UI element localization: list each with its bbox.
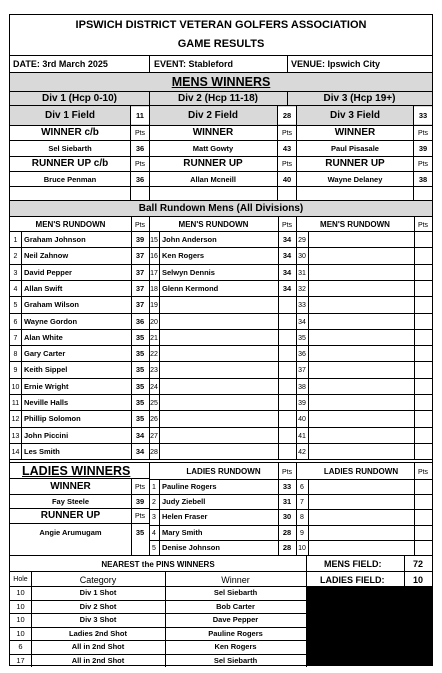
rundown-position: 22	[150, 351, 158, 358]
ladies-player-name: Pauline Rogers	[162, 482, 217, 491]
rundown-player-pts: 34	[282, 235, 292, 244]
rundown-player-name: John Piccini	[24, 431, 69, 440]
ladies-position: 3	[152, 514, 156, 521]
div1-winner-pts: 36	[135, 144, 145, 153]
div3-field-count: 33	[418, 111, 428, 120]
ladies-position: 6	[300, 484, 304, 491]
pin-hole: 10	[16, 629, 25, 638]
ladies-rundown2-header: LADIES RUNDOWN	[323, 467, 399, 476]
row-divider	[10, 264, 432, 265]
div2-field-label: Div 2 Field	[187, 110, 238, 121]
div1-winner-name: Sel Siebarth	[48, 144, 92, 153]
row-divider	[10, 427, 432, 428]
pin-winner: Sel Siebarth	[213, 656, 258, 665]
rundown-position: 10	[11, 384, 20, 391]
div1-pts-label: Pts	[134, 130, 146, 137]
rundown-position: 20	[150, 319, 158, 326]
div2-winner-pts: 43	[282, 144, 292, 153]
rundown-position: 26	[150, 416, 158, 423]
venue-text: VENUE: Ipswich City	[291, 59, 381, 69]
pin-winner: Ken Rogers	[214, 642, 257, 651]
div1-runner-pts: 36	[135, 175, 145, 184]
div3-runner-label: RUNNER UP	[325, 158, 385, 169]
rundown-position: 30	[298, 253, 306, 260]
row-divider	[10, 361, 432, 362]
row-divider	[10, 329, 432, 330]
div2-runner-pts-label: Pts	[281, 161, 293, 168]
div2-winner-label: WINNER	[192, 127, 234, 138]
div1-heading: Div 1 (Hcp 0-10)	[41, 93, 118, 104]
div2-field-count: 28	[282, 111, 292, 120]
row-divider	[10, 443, 432, 444]
rundown-position: 34	[298, 319, 306, 326]
div1-runner-label: RUNNER UP c/b	[31, 158, 109, 169]
pin-category: Div 1 Shot	[79, 588, 117, 597]
row-divider	[10, 410, 432, 411]
rundown-position: 7	[13, 335, 18, 342]
rundown-player-name: Graham Johnson	[24, 235, 86, 244]
rundown-position: 28	[150, 449, 158, 456]
row-divider	[10, 600, 306, 601]
rundown-position: 19	[150, 302, 158, 309]
pin-winner: Pauline Rogers	[208, 629, 263, 638]
div2-pts-label: Pts	[281, 130, 293, 137]
winner-header: Winner	[221, 575, 250, 585]
rundown-position: 37	[298, 367, 306, 374]
rundown-player-pts: 35	[135, 414, 145, 423]
rundown-player-pts: 39	[135, 235, 145, 244]
ladies-winner-name: Fay Steele	[51, 497, 90, 506]
ladies-position: 5	[152, 545, 156, 552]
row-divider	[10, 654, 306, 655]
rundown-position: 32	[298, 286, 306, 293]
rundown-col2-header: MEN'S RUNDOWN	[178, 220, 249, 229]
rundown-position: 38	[298, 384, 306, 391]
rundown-player-name: Phillip Solomon	[24, 414, 81, 423]
rundown-player-pts: 37	[135, 300, 145, 309]
rundown-position: 1	[13, 237, 18, 244]
ladies-field-value: 10	[412, 575, 423, 585]
rundown-player-pts: 35	[135, 382, 145, 391]
pin-winner: Dave Pepper	[212, 615, 259, 624]
ball-rundown-title: Ball Rundown Mens (All Divisions)	[138, 203, 304, 214]
div3-runner-name: Wayne Delaney	[327, 175, 383, 184]
rundown-position: 4	[13, 286, 18, 293]
rundown-position: 33	[298, 302, 306, 309]
pin-category: Div 2 Shot	[79, 602, 117, 611]
rundown-position: 25	[150, 400, 158, 407]
div1-field-label: Div 1 Field	[44, 110, 95, 121]
rundown-position: 3	[13, 270, 18, 277]
results-sheet	[9, 14, 433, 666]
div1-winner-label: WINNER c/b	[41, 127, 99, 138]
rundown-position: 40	[298, 416, 306, 423]
div3-winner-pts: 39	[418, 144, 428, 153]
pin-category: Div 3 Shot	[79, 615, 117, 624]
ladies-runner-label: RUNNER UP	[40, 510, 101, 521]
ladies-position: 7	[300, 499, 304, 506]
rundown-position: 13	[11, 433, 20, 440]
rundown-position: 16	[150, 253, 158, 260]
ladies-runner-pts-label: Pts	[134, 513, 146, 520]
rundown-player-pts: 36	[135, 317, 145, 326]
rundown-position: 42	[298, 449, 306, 456]
rundown-position: 6	[13, 319, 18, 326]
row-divider	[10, 313, 432, 314]
rundown-col3-pts-header: Pts	[417, 222, 429, 229]
rundown-player-name: Ken Rogers	[162, 251, 205, 260]
rundown-player-name: Graham Wilson	[24, 300, 79, 309]
rundown-position: 35	[298, 335, 306, 342]
div3-winner-label: WINNER	[334, 127, 376, 138]
div1-runner-pts-label: Pts	[134, 161, 146, 168]
div1-runner-name: Bruce Penman	[43, 175, 97, 184]
date-text: DATE: 3rd March 2025	[13, 59, 108, 69]
ladies-player-pts: 30	[282, 512, 292, 521]
rundown-player-name: David Pepper	[24, 268, 72, 277]
rundown-col1-header: MEN'S RUNDOWN	[35, 220, 106, 229]
ladies-player-name: Judy Ziebell	[162, 497, 206, 506]
row-divider	[10, 394, 432, 395]
div2-winner-name: Matt Gowty	[192, 144, 234, 153]
pin-hole: 10	[16, 615, 25, 624]
rundown-player-name: Ernie Wright	[24, 382, 69, 391]
rundown-position: 5	[13, 302, 18, 309]
div2-runner-pts: 40	[282, 175, 292, 184]
rundown-player-name: Neil Zahnow	[24, 251, 69, 260]
div3-runner-pts: 38	[418, 175, 428, 184]
rundown-player-name: Glenn Kermond	[162, 284, 219, 293]
rundown-position: 29	[298, 237, 306, 244]
mens-winners-title: MENS WINNERS	[171, 75, 271, 89]
ladies-runner-pts: 35	[135, 528, 145, 537]
pin-hole: 10	[16, 588, 25, 597]
rundown-position: 18	[150, 286, 158, 293]
ladies-player-name: Denise Johnson	[162, 543, 220, 552]
rundown-player-pts: 34	[282, 268, 292, 277]
row-divider	[10, 280, 432, 281]
ladies-winner-pts-label: Pts	[134, 484, 146, 491]
ladies-player-pts: 28	[282, 543, 292, 552]
rundown-col3-header: MEN'S RUNDOWN	[320, 220, 390, 229]
ladies-position: 10	[298, 545, 306, 552]
pin-category: All in 2nd Shot	[71, 642, 125, 651]
rundown-position: 24	[150, 384, 158, 391]
div3-runner-pts-label: Pts	[417, 161, 429, 168]
ladies-player-name: Helen Fraser	[162, 512, 208, 521]
div1-field-count: 11	[136, 111, 144, 120]
nearest-pins-title: NEAREST the PINS WINNERS	[101, 560, 215, 569]
ladies-winner-pts: 39	[135, 497, 145, 506]
rundown-position: 27	[150, 433, 158, 440]
rundown-player-name: Les Smith	[24, 447, 60, 456]
ladies-position: 2	[152, 499, 156, 506]
row-divider	[149, 494, 432, 495]
rundown-position: 15	[150, 237, 158, 244]
div3-winner-name: Paul Pisasale	[331, 144, 379, 153]
div3-pts-label: Pts	[417, 130, 429, 137]
div3-heading: Div 3 (Hcp 19+)	[323, 93, 396, 104]
hole-header: Hole	[13, 576, 28, 583]
row-divider	[149, 540, 432, 541]
rundown-position: 21	[150, 335, 158, 342]
ladies-position: 9	[300, 530, 304, 537]
rundown-col2-pts-header: Pts	[281, 222, 293, 229]
pin-hole: 10	[16, 602, 25, 611]
row-divider	[149, 525, 432, 526]
rundown-player-pts: 34	[135, 447, 145, 456]
div3-field-label: Div 3 Field	[329, 110, 380, 121]
pin-hole: 6	[18, 642, 23, 651]
ladies-rundown-header: LADIES RUNDOWN	[186, 467, 261, 476]
rundown-player-pts: 35	[135, 398, 145, 407]
rundown-player-pts: 35	[135, 333, 145, 342]
rundown-position: 39	[298, 400, 306, 407]
rundown-player-name: Selwyn Dennis	[162, 268, 215, 277]
rundown-position: 12	[11, 416, 20, 423]
rundown-player-pts: 34	[282, 284, 292, 293]
pin-winner: Sel Siebarth	[213, 588, 258, 597]
rundown-position: 14	[11, 449, 20, 456]
div2-runner-name: Allan Mcneill	[190, 175, 236, 184]
rundown-player-name: Allan Swift	[24, 284, 63, 293]
ladies-winners-title: LADIES WINNERS	[22, 464, 131, 478]
row-divider	[10, 247, 432, 248]
rundown-player-pts: 35	[135, 365, 145, 374]
ladies-player-pts: 33	[282, 482, 292, 491]
ladies-rundown-pts-header: Pts	[281, 469, 293, 476]
ladies-player-pts: 31	[282, 497, 292, 506]
rundown-position: 2	[13, 253, 18, 260]
row-divider	[10, 296, 432, 297]
rundown-position: 8	[13, 351, 18, 358]
rundown-player-pts: 34	[282, 251, 292, 260]
rundown-player-name: Wayne Gordon	[24, 317, 78, 326]
row-divider	[10, 378, 432, 379]
ladies-rundown2-pts-header: Pts	[417, 469, 429, 476]
rundown-position: 17	[150, 270, 158, 277]
event-text: EVENT: Stableford	[154, 59, 234, 69]
rundown-player-name: Gary Carter	[24, 349, 66, 358]
rundown-player-pts: 35	[135, 349, 145, 358]
rundown-position: 23	[150, 367, 158, 374]
ladies-player-name: Mary Smith	[162, 528, 203, 537]
pin-category: Ladies 2nd Shot	[69, 629, 127, 638]
rundown-player-pts: 37	[135, 251, 145, 260]
category-header: Category	[79, 575, 117, 585]
div2-runner-label: RUNNER UP	[183, 158, 243, 169]
ladies-player-pts: 28	[282, 528, 292, 537]
ladies-winner-label: WINNER	[50, 481, 91, 492]
rundown-player-name: Alan White	[24, 333, 63, 342]
rundown-col1-pts-header: Pts	[134, 222, 146, 229]
pin-winner: Bob Carter	[216, 602, 255, 611]
row-divider	[149, 509, 432, 510]
rundown-position: 31	[298, 270, 306, 277]
mens-field-label: MENS FIELD:	[324, 559, 382, 569]
ladies-runner-name: Angie Arumugam	[39, 528, 102, 537]
rundown-player-pts: 34	[135, 431, 145, 440]
ladies-position: 8	[300, 514, 304, 521]
row-divider	[10, 627, 306, 628]
ladies-position: 1	[152, 484, 156, 491]
rundown-position: 11	[11, 400, 20, 407]
rundown-player-name: Neville Halls	[24, 398, 69, 407]
mens-field-value: 72	[412, 559, 423, 569]
div2-heading: Div 2 (Hcp 11-18)	[177, 93, 259, 104]
ladies-field-label: LADIES FIELD:	[320, 575, 385, 585]
row-divider	[10, 640, 306, 641]
game-results-title: GAME RESULTS	[177, 38, 265, 50]
rundown-position: 36	[298, 351, 306, 358]
rundown-player-name: Keith Sippel	[24, 365, 68, 374]
rundown-position: 41	[298, 433, 306, 440]
association-title: IPSWICH DISTRICT VETERAN GOLFERS ASSOCIATION	[75, 19, 367, 31]
ladies-position: 4	[152, 530, 156, 537]
rundown-player-name: John Anderson	[162, 235, 217, 244]
blacked-out-area	[307, 587, 432, 666]
row-divider	[10, 345, 432, 346]
rundown-player-pts: 37	[135, 284, 145, 293]
pin-hole: 17	[16, 656, 25, 665]
pin-category: All in 2nd Shot	[71, 656, 125, 665]
rundown-position: 9	[13, 367, 18, 374]
rundown-player-pts: 37	[135, 268, 145, 277]
row-divider	[10, 613, 306, 614]
